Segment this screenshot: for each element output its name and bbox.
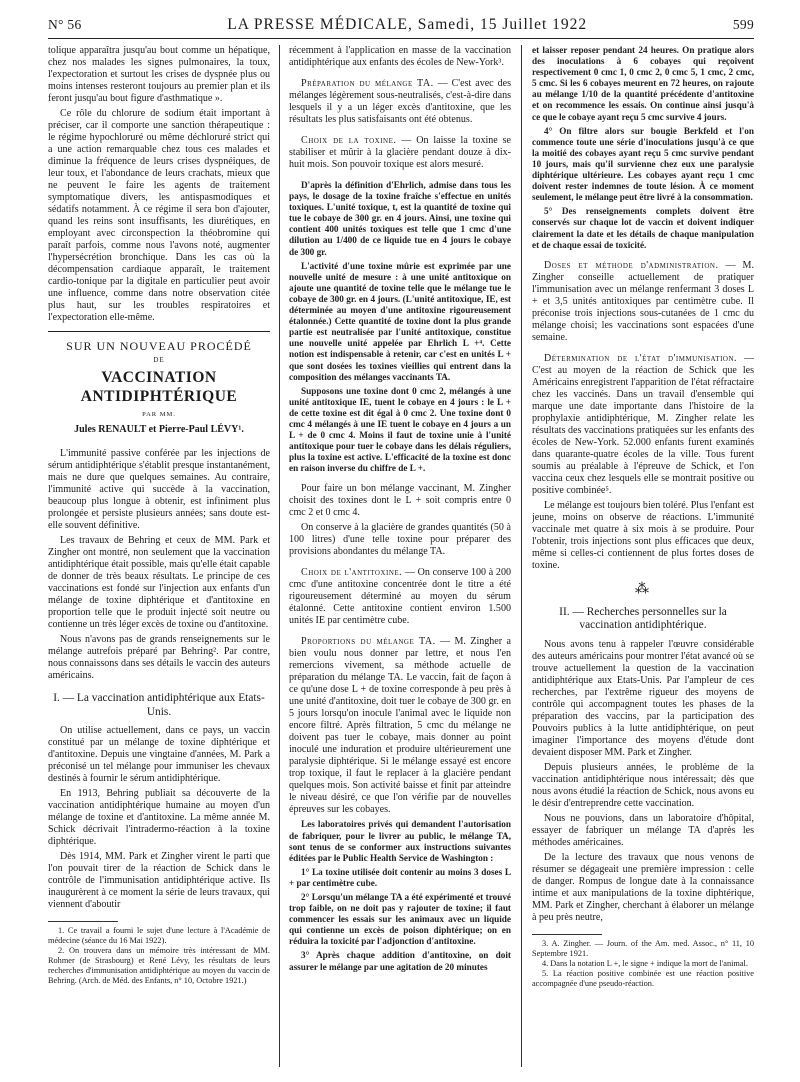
run-in-heading: Proportions du mélange TA. xyxy=(301,636,436,648)
footnote: 4. Dans la notation L +, le signe + indique la mort de l'animal. xyxy=(542,958,748,968)
column-divider-2 xyxy=(521,45,522,1067)
footnote-rule xyxy=(532,934,602,935)
paragraph: De la lecture des travaux que nous venons de résumer se dégageait une première impression : celle de danger. Rompus de longue date à la connaissance intime et aux manipulations de la toxine diphtérique, MM. Park et Zingher, cherchant à élaborer un mélange à peu près neutre, xyxy=(532,851,754,923)
column-1 xyxy=(48,45,270,1075)
small-paragraph: Supposons une toxine dont 0 cmc 2, mélangés à une unité antitoxique IE, tuent le cobaye en 4 jours : le L + de cette toxine est dit égal à 0 cmc 2. Une toxine dont 0 cmc 4 mélangés à une IE tuent le cobaye en 4 jours a un L + de 0 cmc 4. Moins il faut de toxine unie à l'unité antitoxique pour tuer le cobaye dans les délais réguliers, plus la toxine est active. L'efficacité de la toxine est donc en raison inverse du chiffre de L +. xyxy=(289,385,511,474)
footnote: 1. Ce travail a fourni le sujet d'une lecture à l'Académie de médecine (séance du 16 Mai 1922). xyxy=(48,926,270,945)
column-divider-1 xyxy=(279,45,280,1067)
paragraph: récemment à l'application en masse de la vaccination antidiphtérique aux enfants des écoles de New-York³. xyxy=(289,45,511,68)
section-heading: I. — La vaccination antidiphtérique aux Etats-Unis. xyxy=(53,692,265,718)
paragraph-text: — C'est au moyen de la réaction de Schick que les Américains enregistrent l'apparition de l'état réfractaire chez les vaccinés. Dans un travail d'ensemble qui marque une date importante dans l'histoire de la prophylaxie antidiphtérique, M. Zingher relate les résultats des vaccinations pratiquées sur les enfants des écoles de New-York. 52.000 enfants furent examinés dans quarante-quatre écoles de la ville. Tous furent soumis au préalable à l'épreuve de Schick, et l'on vaccina ceux chez lesquels elle se montrait positive ou positive combinée⁵. xyxy=(532,352,754,496)
small-paragraph: 4° On filtre alors sur bougie Berkfeld et l'on commence toute une série d'inoculations jusqu'à ce que la moitié des cobayes ayant reçu 5 cmc survive pendant 10 jours, mais qu'il survienne chez eux une paralysie diphtérique ultérieure. Les cobayes ayant reçu 1 cmc doivent rester indemnes de toute lésion. À ce moment seulement, le mélange peut être livré à la consommation. xyxy=(532,125,754,203)
paragraph-text: — M. Zingher conseille actuellement de pratiquer l'immunisation avec un mélange renfermant 3 doses L + et 3,5 unités antitoxiques par centimètre cube. Il préconise trois injections sous-cutanées de 1 cmc du mélange choisi; les vaccinations sont espacées d'une semaine. xyxy=(532,259,754,343)
run-in-heading: Choix de l'antitoxine. xyxy=(301,567,403,579)
small-paragraph: D'après la définition d'Ehrlich, admise dans tous les pays, le dosage de la toxine fraîche s'effectue en unités toxiques. L'unité toxique, t, est la quantité de toxine qui tue le cobaye de 300 gr. en 4 jours. Ainsi, une toxine qui contient 400 unités toxiques est telle que 1 cmc d'une dilution au 1/400 de ce liquide tue en 4 jours le cobaye de 300 gr. xyxy=(289,180,511,257)
paragraph: Nous n'avons pas de grands renseignements sur le mélange autrefois préparé par Behring². Par contre, nous connaissons dans ses détails le vaccin des auteurs américains. xyxy=(48,634,270,681)
paragraph: Dès 1914, MM. Park et Zingher virent le parti que l'on pouvait tirer de la réaction de Schick dans le contrôle de l'immunisation antidiphtérique active. Ils inaugurèrent à ce moment la série de leurs travaux, qui viennent d'aboutir xyxy=(48,851,270,910)
paragraph: On utilise actuellement, dans ce pays, un vaccin constitué par un mélange de toxine diphtérique et d'antitoxine. Depuis une vingtaine d'années, M. Park a préconisé un tel mélange pour immuniser les chevaux destinés à fournir le sérum antidiphtérique. xyxy=(48,725,270,784)
paragraph: tolique apparaîtra jusqu'au bout comme un hépatique, chez nos malades les signes pulmonaires, la toux, l'expectoration et surtout les crises de dyspnée plus ou moins intenses resteront toujours au premier plan et ils feront jusqu'au bout figure d'asthmatique ». xyxy=(48,45,270,104)
paragraph xyxy=(289,636,511,816)
run-in-heading: Préparation du mélange TA. xyxy=(301,78,434,89)
paragraph: Depuis plusieurs années, le problème de la vaccination antidiphtérique nous intéressait; dès que nous avons étudié la réaction de Schick, nous avons eu le désir d'entreprendre cette vaccination. xyxy=(532,761,754,809)
footnote: 2. On trouvera dans un mémoire très intéressant de MM. Rohmer (de Strasbourg) et René Lévy, les résultats de leurs recherches d'immunisation antidiphtérique au moyen du vaccin de Behring. (Arch. de Méd. des Enfants, n° 10, Octobre 1921.) xyxy=(48,946,270,985)
article-par: PAR MM. xyxy=(142,411,176,418)
run-in-heading: Détermination de l'état d'immunisation. xyxy=(544,352,738,364)
paragraph-text: — On laisse la toxine se stabiliser et mûrir à la glacière pendant douze à dix-huit mois. Son pouvoir toxique est alors mesuré. xyxy=(289,135,511,170)
article-kicker: SUR UN NOUVEAU PROCÉDÉ xyxy=(66,339,252,353)
paragraph-text: — C'est avec des mélanges légèrement sous-neutralisés, c'est-à-dire dans lesquels il y a un léger excès d'antitoxine, que les résultats les plus satisfaisants ont été obtenus. xyxy=(289,78,511,125)
paragraph: Le mélange est toujours bien toléré. Plus l'enfant est jeune, moins on observe de réactions. L'immunité vaccinale met quatre à six mois à se produire. Pour l'obtenir, trois injections sont plus efficaces que deux, même si celles-ci contiennent de plus fortes doses de toxine. xyxy=(532,499,754,571)
paragraph: Ce rôle du chlorure de sodium était important à préciser, car il comporte une sanction thérapeutique : le régime hypochloruré ou même déchloruré strict qui a une action remarquable chez tous ces malades et diminue la fréquence de leurs crises dyspnéiques, de leur toux, et l'abondance de leurs crachats, mieux que ne peuvent le faire les agents de traitement symptomatique divers, les antispasmodiques et sédatifs notamment. À ce régime il sera bon d'ajouter, quand les reins sont insuffisants, les diurétiques, en employant avec circonspection la théobromine qui paraît parfois, comme nous l'avons noté, augmenter l'hypersécrétion bronchique. Dans les cas où la décompensation cardiaque apparaît, le traitement cardio-tonique par la digitale en particulier peut avoir une influence, comme dans notre observation citée plus haut, sur les troubles respiratoires et l'expectoration elle-même. xyxy=(48,108,270,323)
paragraph: Les travaux de Behring et ceux de MM. Park et Zingher ont montré, non seulement que la vaccination antidiphtérique était possible, mais qu'elle était capable de donner de très beaux résultats. Le principe de ces vaccinations est fondé sur l'injection aux enfants d'un mélange de toxine diphtérique et d'antitoxine en proportion telle que le produit injecté soit neutre ou contienne un très léger excès de toxine ou d'antitoxine. xyxy=(48,535,270,630)
footnote: 3. A. Zingher. — Journ. of the Am. med. Assoc., n° 11, 10 Septembre 1921. xyxy=(532,938,754,958)
paragraph-text: — On conserve 100 à 200 cmc d'une antitoxine concentrée dont le titre a été rigoureusement déterminé au moyen du sérum étalonné. Cette antitoxine contient environ 1.500 unités IE par centimètre cube. xyxy=(289,567,511,627)
paragraph xyxy=(289,567,511,627)
paragraph: Nous ne pouvions, dans un laboratoire d'hôpital, essayer de fabriquer un mélange TA d'après les méthodes américaines. xyxy=(532,812,754,848)
article-divider xyxy=(48,331,270,332)
paragraph xyxy=(289,78,511,126)
footnote-rule xyxy=(48,921,118,922)
column-3 xyxy=(532,45,754,1075)
column-2 xyxy=(289,45,511,1075)
paragraph xyxy=(532,353,754,497)
article-de: DE xyxy=(153,356,165,364)
page-header xyxy=(48,16,754,40)
header-rule xyxy=(48,38,754,39)
small-paragraph: 3° Après chaque addition d'antitoxine, on doit assurer le mélange par une agitation de 20 minutes xyxy=(289,950,511,972)
run-in-heading: Doses et méthode d'administration. xyxy=(544,259,719,271)
small-paragraph: 1° La toxine utilisée doit contenir au moins 3 doses L + par centimètre cube. xyxy=(289,866,511,888)
section-heading: II. — Recherches personnelles sur la vaccination antidiphtérique. xyxy=(559,605,727,632)
paragraph xyxy=(532,260,754,344)
footnote: 5. La réaction positive combinée est une réaction positive accompagnée d'une pseudo-réaction. xyxy=(532,968,754,988)
paragraph: Pour faire un bon mélange vaccinant, M. Zingher choisit des toxines dont le L + soit compris entre 0 cmc 2 et 0 cmc 4. xyxy=(289,483,511,519)
small-paragraph: L'activité d'une toxine mûrie est exprimée par une nouvelle unité de mesure : à une unité antitoxique on ajoute une quantité de toxine telle que le mélange tue le cobaye de 300 gr. en 4 jours. (L'unité antitoxique, IE, est déterminée au moyen d'une antitoxine rigoureusement étalonnée.) Cette quantité de toxine dont la plus grande partie est neutralisée par l'unité antitoxique, constitue une nouvelle unité appelée par Ehrlich L +⁴. Cette notion est indispensable à retenir, car c'est en unités L + que sont dosées les toxines vieillies qui entrent dans la composition des mélanges vaccinants TA. xyxy=(289,260,511,382)
running-title: LA PRESSE MÉDICALE, Samedi, 15 Juillet 1922 xyxy=(227,16,588,33)
paragraph: En 1913, Behring publiait sa découverte de la vaccination antidiphtérique humaine au moyen d'un mélange de toxine et d'antitoxine. La même année M. Schick décrivait l'intradermo-réaction à la toxine diphtérique. xyxy=(48,788,270,847)
paragraph-text: — M. Zingher a bien voulu nous donner par lettre, et nous l'en remercions vivement, sa méthode actuelle de préparation du mélange TA. Le vaccin, fait de façon à ce qu'une dose L + de toxine corresponde à peu près à une unité d'antitoxine, doit tuer le cobaye de 300 gr. en 5 jours lorsqu'on inocule l'animal avec le liquide non encore filtré. Après filtration, 5 cmc du mélange ne doivent pas tuer le cobaye, mais donner au point inoculé une induration et produire ultérieurement une paralysie diphtérique. Si le mélange essayé est encore trop toxique, il faut le replacer à la glacière pendant quelques mois. Son activité baisse et finit par atteindre le niveau désiré, ce que l'on vérifie par de nouvelles épreuves sur les cobayes. xyxy=(289,636,511,816)
article-authors: Jules RENAULT et Pierre-Paul LÉVY¹. xyxy=(74,424,244,435)
paragraph: Nous avons tenu à rappeler l'œuvre considérable des auteurs américains pour montrer l'état avancé où se trouve actuellement la question de la vaccination antidiphtérique aux Etats-Unis. Par l'ampleur de ces recherches, par l'extrême rigueur des moyens de contrôle qui accompagnent toutes les phases de la préparation des vaccins, par la participation des Pouvoirs publics à la lutte antidiphtérique, on peut imaginer l'importance des moyens d'étude dont devaient disposer MM. Park et Zingher. xyxy=(532,638,754,758)
page-number-right: 599 xyxy=(732,17,754,32)
small-paragraph: 5° Des renseignements complets doivent être conservés sur chaque lot de vaccin et doivent indiquer clairement la date et les détails de chaque manipulation et de chaque essai de toxicité. xyxy=(532,206,754,250)
run-in-heading: Choix de la toxine. xyxy=(301,135,397,146)
asterism-ornament: ⁂ xyxy=(635,581,651,597)
small-paragraph: Les laboratoires privés qui demandent l'autorisation de fabriquer, pour le livrer au public, le mélange TA, sont tenus de se conformer aux instructions suivantes éditées par le Public Health Service de Washington : xyxy=(289,819,511,863)
paragraph xyxy=(289,135,511,171)
page-number-left: N° 56 xyxy=(48,17,82,32)
small-paragraph: et laisser reposer pendant 24 heures. On pratique alors des inoculations à 6 cobayes qui reçoivent respectivement 0 cmc 1, 0 cmc 2, 0 cmc 5, 1 cmc, 2 cmc, 5 cmc. Si les 6 cobayes meurent en 72 heures, on rajoute au mélange 1/10 de la quantité précédente d'antitoxine et on recommence les essais. On continue ainsi jusqu'à ce que le cobaye ayant reçu 5 cmc survive 4 jours. xyxy=(532,45,754,122)
article-title: VACCINATION ANTIDIPHTÉRIQUE xyxy=(80,369,238,405)
paragraph: L'immunité passive conférée par les injections de sérum antidiphtérique s'établit presque instantanément, mais ne dure que quelques semaines. Au contraire, l'immunité active qui succède à la vaccination, beaucoup plus longue à obtenir, est infiniment plus prolongée et persiste plusieurs années; sans doute est-elle souvent définitive. xyxy=(48,448,270,531)
small-paragraph: 2° Lorsqu'un mélange TA a été expérimenté et trouvé trop faible, on ne doit pas y rajouter de toxine; il faut commencer les essais sur les animaux avec un liquide qui contienne un excès de poison diphtérique; on en réduira la toxicité par l'adjonction d'antitoxine. xyxy=(289,892,511,947)
paragraph: On conserve à la glacière de grandes quantités (50 à 100 litres) d'une telle toxine pour préparer des provisions abondantes du mélange TA. xyxy=(289,522,511,558)
